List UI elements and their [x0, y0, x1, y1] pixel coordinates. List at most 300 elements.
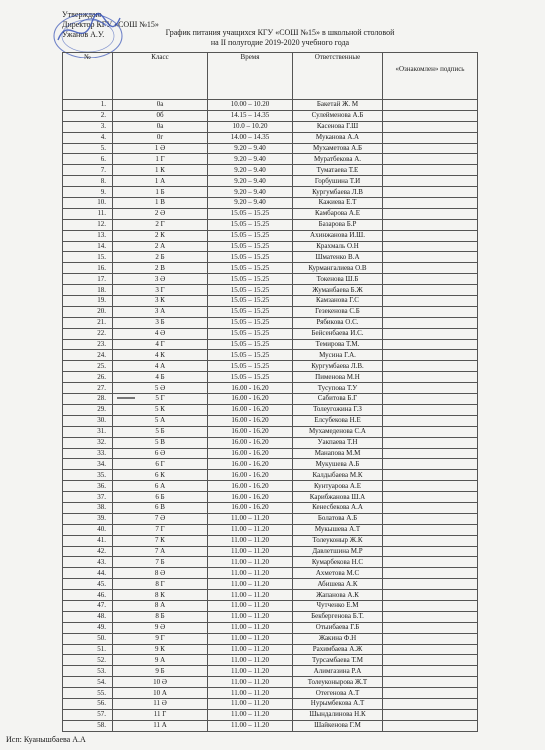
row-signature	[383, 404, 478, 415]
row-number: 7.	[63, 165, 113, 176]
row-signature	[383, 426, 478, 437]
row-responsible: Пименова М.Н	[293, 372, 383, 383]
row-signature	[383, 655, 478, 666]
row-responsible: Кажиева Е.Т	[293, 198, 383, 209]
row-class: 8 А	[113, 600, 208, 611]
row-class: 2 Г	[113, 219, 208, 230]
row-class: 1 Г	[113, 154, 208, 165]
row-time: 16.00 - 16.20	[208, 404, 293, 415]
row-class: 10 А	[113, 688, 208, 699]
row-class: 11 А	[113, 720, 208, 731]
row-time: 11.00 – 11.20	[208, 546, 293, 557]
row-class: 2 К	[113, 230, 208, 241]
table-row	[63, 285, 478, 296]
row-time: 11.00 – 11.20	[208, 720, 293, 731]
table-row	[63, 328, 478, 339]
row-number: 49.	[63, 622, 113, 633]
row-responsible: Мухаметова А.Б	[293, 143, 383, 154]
row-responsible: Мукушева А.Б	[293, 459, 383, 470]
row-responsible: Толеуконырова Ж.Т	[293, 677, 383, 688]
row-number: 34.	[63, 459, 113, 470]
row-number: 4.	[63, 132, 113, 143]
row-class: 2 А	[113, 241, 208, 252]
table-row	[63, 720, 478, 731]
row-number: 17.	[63, 274, 113, 285]
row-number: 22.	[63, 328, 113, 339]
row-signature	[383, 296, 478, 307]
row-time: 11.00 – 11.20	[208, 666, 293, 677]
row-number: 24.	[63, 350, 113, 361]
row-class: 3 Б	[113, 317, 208, 328]
row-number: 16.	[63, 263, 113, 274]
row-number: 9.	[63, 187, 113, 198]
row-signature	[383, 557, 478, 568]
row-time: 9.20 – 9.40	[208, 143, 293, 154]
row-signature	[383, 568, 478, 579]
row-class: 5 Г	[113, 394, 208, 405]
row-signature	[383, 274, 478, 285]
table-row	[63, 698, 478, 709]
row-responsible: Горбушина Т.И	[293, 176, 383, 187]
row-time: 16.00 - 16.20	[208, 459, 293, 470]
row-number: 35.	[63, 470, 113, 481]
row-responsible: Бакетай Ж. М	[293, 100, 383, 111]
row-signature	[383, 198, 478, 209]
row-signature	[383, 666, 478, 677]
table-row	[63, 187, 478, 198]
row-class: 7 Г	[113, 524, 208, 535]
row-time: 15.05 – 15.25	[208, 285, 293, 296]
table-header-row	[63, 53, 478, 100]
row-signature	[383, 372, 478, 383]
row-number: 43.	[63, 557, 113, 568]
row-class: 8 Г	[113, 579, 208, 590]
row-responsible: Токенова Ш.Б	[293, 274, 383, 285]
row-responsible: Кумарбекова Н.С	[293, 557, 383, 568]
row-time: 15.05 – 15.25	[208, 263, 293, 274]
row-time: 16.00 - 16.20	[208, 470, 293, 481]
row-number: 54.	[63, 677, 113, 688]
title-line-1: График питания учащихся КГУ «СОШ №15» в школьной столовой	[165, 28, 395, 37]
row-class: 11 Г	[113, 709, 208, 720]
row-signature	[383, 698, 478, 709]
row-time: 15.05 – 15.25	[208, 350, 293, 361]
row-signature	[383, 176, 478, 187]
row-number: 47.	[63, 600, 113, 611]
row-number: 55.	[63, 688, 113, 699]
table-row	[63, 426, 478, 437]
table-row	[63, 165, 478, 176]
row-number: 53.	[63, 666, 113, 677]
row-responsible: Калдыбаева М.К	[293, 470, 383, 481]
row-responsible: Тусупова Т.У	[293, 383, 383, 394]
row-class: 1 А	[113, 176, 208, 187]
table-row	[63, 219, 478, 230]
row-signature	[383, 132, 478, 143]
row-number: 36.	[63, 481, 113, 492]
row-time: 11.00 – 11.20	[208, 513, 293, 524]
row-time: 11.00 – 11.20	[208, 655, 293, 666]
row-class: 2 Б	[113, 252, 208, 263]
row-time: 9.20 – 9.40	[208, 187, 293, 198]
row-signature	[383, 513, 478, 524]
row-number: 2.	[63, 110, 113, 121]
row-number: 5.	[63, 143, 113, 154]
row-number: 40.	[63, 524, 113, 535]
row-signature	[383, 361, 478, 372]
table-row	[63, 317, 478, 328]
row-class: 3 К	[113, 296, 208, 307]
table-row	[63, 372, 478, 383]
row-time: 11.00 – 11.20	[208, 557, 293, 568]
row-signature	[383, 546, 478, 557]
row-signature	[383, 470, 478, 481]
row-responsible: Шайкенова Г.М	[293, 720, 383, 731]
row-signature	[383, 644, 478, 655]
table-row	[63, 568, 478, 579]
row-responsible: Муратбекова А.	[293, 154, 383, 165]
row-class: 7 К	[113, 535, 208, 546]
row-responsible: Базарова Б.Р	[293, 219, 383, 230]
table-row	[63, 546, 478, 557]
row-responsible: Карибжанова Ш.А	[293, 492, 383, 503]
row-signature	[383, 154, 478, 165]
row-time: 15.05 – 15.25	[208, 241, 293, 252]
col-time-header: Время	[208, 53, 293, 100]
row-signature	[383, 535, 478, 546]
row-responsible: Чутченко Е.М	[293, 600, 383, 611]
row-time: 9.20 – 9.40	[208, 165, 293, 176]
table-row	[63, 470, 478, 481]
row-class: 1 В	[113, 198, 208, 209]
table-row	[63, 241, 478, 252]
row-responsible: Давлетшина М.Р	[293, 546, 383, 557]
row-signature	[383, 492, 478, 503]
row-signature	[383, 394, 478, 405]
row-signature	[383, 688, 478, 699]
col-class-header: Класс	[113, 53, 208, 100]
table-row	[63, 590, 478, 601]
row-responsible: Алимгазина Р.А	[293, 666, 383, 677]
row-signature	[383, 143, 478, 154]
row-signature	[383, 306, 478, 317]
row-responsible: Бейсенбаева И.С.	[293, 328, 383, 339]
col-number-header: №	[63, 53, 113, 100]
row-time: 11.00 – 11.20	[208, 698, 293, 709]
row-time: 15.05 – 15.25	[208, 317, 293, 328]
row-number: 44.	[63, 568, 113, 579]
table-row	[63, 361, 478, 372]
table-row	[63, 274, 478, 285]
row-responsible: Сулейменова А.Б	[293, 110, 383, 121]
row-time: 11.00 – 11.20	[208, 709, 293, 720]
table-row	[63, 600, 478, 611]
table-row	[63, 459, 478, 470]
table-row	[63, 110, 478, 121]
director-title: Директор КГУ «СОШ №15»	[62, 20, 159, 29]
row-number: 6.	[63, 154, 113, 165]
row-number: 30.	[63, 415, 113, 426]
row-responsible: Абишева А.К	[293, 579, 383, 590]
row-number: 13.	[63, 230, 113, 241]
row-signature	[383, 720, 478, 731]
row-class: 5 В	[113, 437, 208, 448]
table-row	[63, 198, 478, 209]
row-signature	[383, 677, 478, 688]
row-time: 11.00 – 11.20	[208, 611, 293, 622]
row-signature	[383, 263, 478, 274]
row-class: 7 А	[113, 546, 208, 557]
row-responsible: Камбарова А.Е	[293, 208, 383, 219]
table-row	[63, 306, 478, 317]
row-number: 25.	[63, 361, 113, 372]
row-signature	[383, 437, 478, 448]
row-time: 11.00 – 11.20	[208, 524, 293, 535]
table-row	[63, 557, 478, 568]
row-time: 15.05 – 15.25	[208, 208, 293, 219]
row-signature	[383, 448, 478, 459]
row-class: 4 Б	[113, 372, 208, 383]
row-time: 16.00 - 16.20	[208, 448, 293, 459]
row-signature	[383, 328, 478, 339]
row-time: 11.00 – 11.20	[208, 535, 293, 546]
row-number: 51.	[63, 644, 113, 655]
table-row	[63, 230, 478, 241]
row-time: 11.00 – 11.20	[208, 622, 293, 633]
row-class: 5 А	[113, 415, 208, 426]
row-time: 16.00 - 16.20	[208, 394, 293, 405]
row-number: 28.	[63, 394, 113, 405]
row-class: 7 Б	[113, 557, 208, 568]
table-row	[63, 208, 478, 219]
row-signature	[383, 502, 478, 513]
row-number: 12.	[63, 219, 113, 230]
row-signature	[383, 230, 478, 241]
row-number: 33.	[63, 448, 113, 459]
row-number: 38.	[63, 502, 113, 513]
row-responsible: Толеуконыр Ж.К	[293, 535, 383, 546]
table-row	[63, 709, 478, 720]
row-time: 11.00 – 11.20	[208, 633, 293, 644]
row-responsible: Касенова Г.Ш	[293, 121, 383, 132]
row-class: 0г	[113, 132, 208, 143]
row-class: 8 Ә	[113, 568, 208, 579]
row-time: 11.00 – 11.20	[208, 688, 293, 699]
table-row	[63, 688, 478, 699]
row-time: 11.00 – 11.20	[208, 579, 293, 590]
table-row	[63, 481, 478, 492]
row-class: 5 Ә	[113, 383, 208, 394]
row-signature	[383, 317, 478, 328]
row-signature	[383, 524, 478, 535]
row-class: 5 Б	[113, 426, 208, 437]
table-row	[63, 513, 478, 524]
row-time: 15.05 – 15.25	[208, 328, 293, 339]
row-number: 56.	[63, 698, 113, 709]
table-row	[63, 143, 478, 154]
table-row	[63, 666, 478, 677]
row-signature	[383, 121, 478, 132]
row-time: 16.00 - 16.20	[208, 492, 293, 503]
table-row	[63, 448, 478, 459]
table-row	[63, 176, 478, 187]
row-time: 15.05 – 15.25	[208, 339, 293, 350]
row-class: 4 Ә	[113, 328, 208, 339]
row-number: 20.	[63, 306, 113, 317]
row-number: 19.	[63, 296, 113, 307]
row-signature	[383, 579, 478, 590]
row-signature	[383, 633, 478, 644]
row-responsible: Мухамеденова С.А	[293, 426, 383, 437]
table-row	[63, 350, 478, 361]
row-signature	[383, 241, 478, 252]
row-class: 3 А	[113, 306, 208, 317]
row-signature	[383, 481, 478, 492]
row-class: 6 В	[113, 502, 208, 513]
row-responsible: Камзанова Г.С	[293, 296, 383, 307]
row-time: 15.05 – 15.25	[208, 219, 293, 230]
row-number: 14.	[63, 241, 113, 252]
row-class: 9 К	[113, 644, 208, 655]
row-time: 9.20 – 9.40	[208, 176, 293, 187]
row-responsible: Гезекенова С.Б	[293, 306, 383, 317]
schedule-table	[62, 52, 478, 732]
row-number: 48.	[63, 611, 113, 622]
table-row	[63, 502, 478, 513]
row-signature	[383, 252, 478, 263]
row-number: 3.	[63, 121, 113, 132]
row-time: 14.00 – 14.35	[208, 132, 293, 143]
table-row	[63, 437, 478, 448]
row-class: 0б	[113, 110, 208, 121]
row-time: 15.05 – 15.25	[208, 372, 293, 383]
row-responsible: Жапанова А.К	[293, 590, 383, 601]
table-row	[63, 622, 478, 633]
table-row	[63, 611, 478, 622]
row-responsible: Ахметова М.С	[293, 568, 383, 579]
row-signature	[383, 383, 478, 394]
row-time: 15.05 – 15.25	[208, 274, 293, 285]
prepared-by: Исп: Куанышбаева А.А	[6, 735, 86, 744]
signature-stamp-icon	[48, 6, 126, 58]
row-responsible: Сабитова Б.Г	[293, 394, 383, 405]
row-class: 4 Г	[113, 339, 208, 350]
row-number: 23.	[63, 339, 113, 350]
row-class: 2 В	[113, 263, 208, 274]
table-row	[63, 492, 478, 503]
row-time: 11.00 – 11.20	[208, 568, 293, 579]
row-responsible: Рябикова О.С.	[293, 317, 383, 328]
row-signature	[383, 415, 478, 426]
table-row	[63, 100, 478, 111]
row-signature	[383, 165, 478, 176]
row-responsible: Кунтуарова А.Е	[293, 481, 383, 492]
row-number: 8.	[63, 176, 113, 187]
row-time: 10.00 – 10.20	[208, 100, 293, 111]
row-responsible: Болатова А.Б	[293, 513, 383, 524]
table-row	[63, 121, 478, 132]
row-class: 9 А	[113, 655, 208, 666]
row-class: 10 Ә	[113, 677, 208, 688]
director-name: Ужанов А.У.	[62, 30, 105, 39]
row-responsible: Жуманбаева Б.Ж	[293, 285, 383, 296]
col-responsible-header: Ответственные	[293, 53, 383, 100]
row-responsible: Бекбергенова Б.Т.	[293, 611, 383, 622]
row-responsible: Турсамбаева Т.М	[293, 655, 383, 666]
row-number: 45.	[63, 579, 113, 590]
row-class: 1 Ә	[113, 143, 208, 154]
row-responsible: Курмангалиева О.В	[293, 263, 383, 274]
row-time: 15.05 – 15.25	[208, 252, 293, 263]
row-time: 11.00 – 11.20	[208, 590, 293, 601]
row-responsible: Кургумбаева Л.В.	[293, 361, 383, 372]
row-class: 0а	[113, 121, 208, 132]
row-class: 6 А	[113, 481, 208, 492]
row-responsible: Елсубекова Н.Е	[293, 415, 383, 426]
row-time: 16.00 - 16.20	[208, 383, 293, 394]
table-row	[63, 132, 478, 143]
row-responsible: Крахмаль О.Н	[293, 241, 383, 252]
row-signature	[383, 208, 478, 219]
row-time: 16.00 - 16.20	[208, 437, 293, 448]
title-line-2: на II полугодие 2019-2020 учебного года	[210, 38, 350, 47]
row-signature	[383, 459, 478, 470]
row-number: 32.	[63, 437, 113, 448]
row-responsible: Мусина Г.А.	[293, 350, 383, 361]
row-responsible: Темирова Т.М.	[293, 339, 383, 350]
row-class: 4 К	[113, 350, 208, 361]
row-number: 37.	[63, 492, 113, 503]
row-time: 15.05 – 15.25	[208, 306, 293, 317]
table-row	[63, 677, 478, 688]
row-number: 11.	[63, 208, 113, 219]
row-number: 50.	[63, 633, 113, 644]
table-row	[63, 339, 478, 350]
row-class: 1 К	[113, 165, 208, 176]
row-class: 8 К	[113, 590, 208, 601]
row-responsible: Отегенова А.Т	[293, 688, 383, 699]
row-number: 57.	[63, 709, 113, 720]
row-class: 6 К	[113, 470, 208, 481]
row-number: 31.	[63, 426, 113, 437]
row-class: 3 Г	[113, 285, 208, 296]
row-signature	[383, 611, 478, 622]
row-responsible: Уакпаева Т.Н	[293, 437, 383, 448]
row-time: 15.05 – 15.25	[208, 230, 293, 241]
row-number: 27.	[63, 383, 113, 394]
row-responsible: Отыибаева Г.Б	[293, 622, 383, 633]
row-class: 6 Б	[113, 492, 208, 503]
row-number: 52.	[63, 655, 113, 666]
table-row	[63, 579, 478, 590]
row-number: 26.	[63, 372, 113, 383]
table-row	[63, 404, 478, 415]
row-number: 15.	[63, 252, 113, 263]
row-time: 16.00 - 16.20	[208, 415, 293, 426]
table-row	[63, 383, 478, 394]
row-class: 9 Ә	[113, 622, 208, 633]
row-signature	[383, 285, 478, 296]
row-class: 1 Б	[113, 187, 208, 198]
row-responsible: Шматенко В.А	[293, 252, 383, 263]
table-row	[63, 535, 478, 546]
row-time: 16.00 - 16.20	[208, 481, 293, 492]
row-time: 16.00 - 16.20	[208, 426, 293, 437]
table-row	[63, 296, 478, 307]
row-responsible: Манапова М.М	[293, 448, 383, 459]
row-signature	[383, 187, 478, 198]
row-responsible: Рахимбаева А.Ж	[293, 644, 383, 655]
